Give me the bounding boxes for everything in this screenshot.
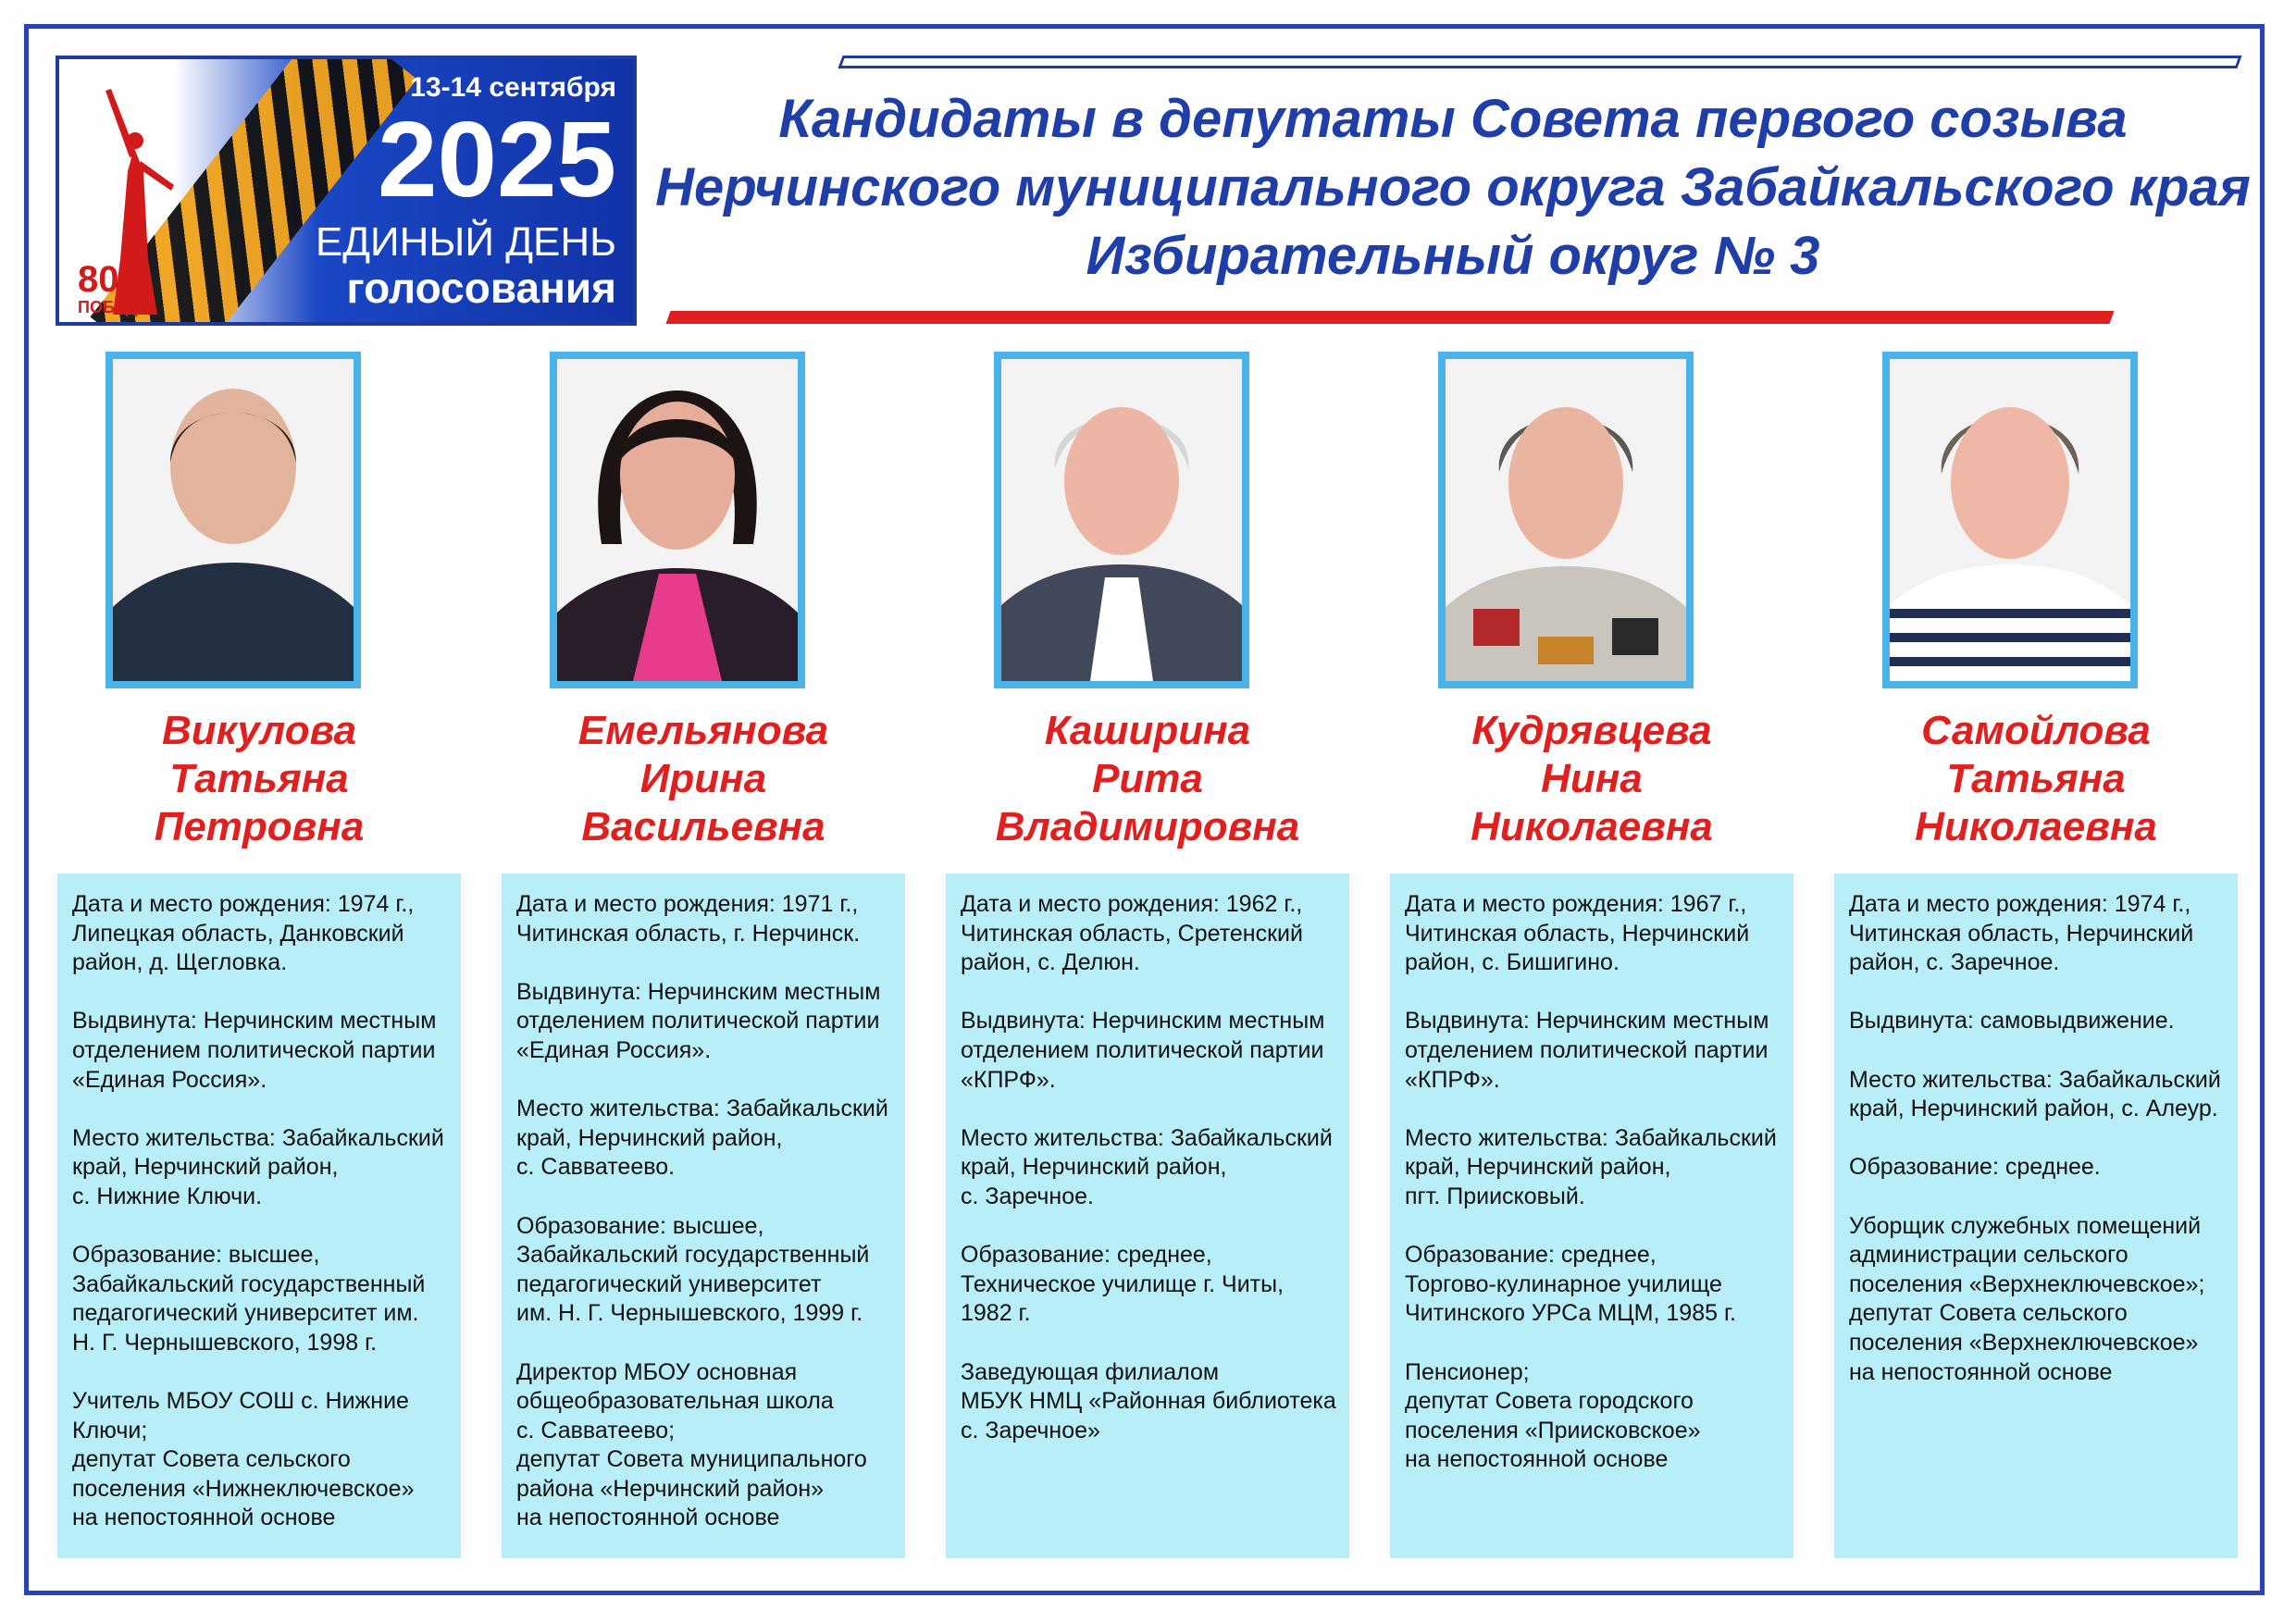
residence-info: Место жительства: Забайкальский край, Нерчинский район, пгт. Приисковый. xyxy=(1405,1124,1777,1209)
candidate-surname: Каширина xyxy=(1044,708,1251,753)
candidate-info xyxy=(57,873,461,1558)
candidate-info xyxy=(1834,873,2238,1558)
candidate-name xyxy=(57,707,461,851)
victory-badge-text: ПОБЕДА! xyxy=(78,298,155,316)
occupation-info: Директор МБОУ основная общеобразовательная школа с. Савватеево; депутат Совета муниципального района «Нерчинский район» на непостоянной основе xyxy=(516,1358,867,1531)
occupation-info: Пенсионер; депутат Совета городского поселения «Приисковское» на непостоянной основе xyxy=(1405,1358,1701,1473)
nomination-info: Выдвинута: Нерчинским местным отделением политической партии «КПРФ». xyxy=(961,1008,1325,1093)
candidate-photo xyxy=(994,352,1249,688)
candidate-photo xyxy=(105,352,361,688)
birth-info: Дата и место рождения: 1967 г., Читинская область, Нерчинский район, с. Бишигино. xyxy=(1405,891,1750,976)
residence-info: Место жительства: Забайкальский край, Нерчинский район, с. Заречное. xyxy=(961,1124,1333,1209)
candidate-photo xyxy=(1882,352,2138,688)
candidate-first-name: Татьяна xyxy=(1946,756,2126,801)
candidate-name xyxy=(946,707,1349,851)
birth-info: Дата и место рождения: 1974 г., Читинская область, Нерчинский район, с. Заречное. xyxy=(1849,891,2194,976)
candidate-photo xyxy=(1438,352,1694,688)
candidate-first-name: Татьяна xyxy=(169,756,349,801)
title-line-2: Нерчинского муниципального округа Забайкальского края xyxy=(655,157,2251,217)
nomination-info: Выдвинута: Нерчинским местным отделением политической партии «КПРФ». xyxy=(1405,1008,1769,1093)
education-info: Образование: высшее, Забайкальский государственный педагогический университет им. Н. Г. Чернышевского, 1999 г. xyxy=(516,1212,870,1327)
election-year: 2025 xyxy=(377,99,616,219)
candidate-info xyxy=(946,873,1349,1558)
education-info: Образование: высшее, Забайкальский государственный педагогический университет им. Н. Г. Чернышевского, 1998 г. xyxy=(72,1242,426,1356)
logo-line-1: ЕДИНЫЙ ДЕНЬ xyxy=(315,219,616,265)
candidate-name xyxy=(1834,707,2238,851)
residence-info: Место жительства: Забайкальский край, Нерчинский район, с. Алеур. xyxy=(1849,1066,2221,1122)
title-top-bar xyxy=(838,56,2241,68)
victory-80-number: 80 xyxy=(78,259,119,300)
birth-info: Дата и место рождения: 1962 г., Читинская область, Сретенский район, с. Делюн. xyxy=(961,891,1303,976)
candidate-surname: Емельянова xyxy=(577,708,829,753)
education-info: Образование: среднее. xyxy=(1849,1154,2101,1181)
education-info: Образование: среднее, Техническое училище г. Читы, 1982 г. xyxy=(961,1242,1285,1327)
candidate-patronymic: Владимировна xyxy=(995,804,1300,849)
election-day-logo xyxy=(56,56,637,326)
logo-line-2: голосования xyxy=(346,264,616,312)
candidate-surname: Самойлова xyxy=(1921,708,2151,753)
candidate-first-name: Рита xyxy=(1092,756,1203,801)
title-line-3: Избирательный округ № 3 xyxy=(1086,226,1820,286)
page-title xyxy=(648,85,2258,291)
nomination-info: Выдвинута: Нерчинским местным отделением политической партии «Единая Россия». xyxy=(516,978,881,1063)
election-date: 13-14 сентября xyxy=(410,72,616,103)
candidate-patronymic: Николаевна xyxy=(1915,804,2157,849)
birth-info: Дата и место рождения: 1974 г., Липецкая область, Данковский район, д. Щегловка. xyxy=(72,891,415,976)
occupation-info: Заведующая филиалом МБУК НМЦ «Районная библиотека с. Заречное» xyxy=(961,1358,1336,1443)
candidate-patronymic: Николаевна xyxy=(1471,804,1713,849)
nomination-info: Выдвинута: Нерчинским местным отделением политической партии «Единая Россия». xyxy=(72,1008,437,1093)
candidate-surname: Викулова xyxy=(161,708,357,753)
occupation-info: Учитель МБОУ СОШ с. Нижние Ключи; депутат Совета сельского поселения «Нижнеключевское» на непостоянной основе xyxy=(72,1388,415,1531)
residence-info: Место жительства: Забайкальский край, Нерчинский район, с. Савватеево. xyxy=(516,1096,888,1181)
candidate-surname: Кудрявцева xyxy=(1471,708,1712,753)
residence-info: Место жительства: Забайкальский край, Нерчинский район, с. Нижние Ключи. xyxy=(72,1124,444,1209)
candidate-first-name: Нина xyxy=(1541,756,1643,801)
title-bottom-bar xyxy=(665,311,2114,324)
candidate-info xyxy=(502,873,905,1558)
candidate-first-name: Ирина xyxy=(639,756,767,801)
nomination-info: Выдвинута: самовыдвижение. xyxy=(1849,1008,2175,1035)
candidate-info xyxy=(1390,873,1793,1558)
title-line-1: Кандидаты в депутаты Совета первого созыва xyxy=(778,89,2128,149)
birth-info: Дата и место рождения: 1971 г., Читинская область, г. Нерчинск. xyxy=(516,891,861,947)
candidate-patronymic: Петровна xyxy=(154,804,365,849)
education-info: Образование: среднее, Торгово-кулинарное училище Читинского УРСа МЦМ, 1985 г. xyxy=(1405,1242,1736,1327)
candidate-patronymic: Васильевна xyxy=(581,804,825,849)
candidate-name xyxy=(1390,707,1793,851)
candidate-photo xyxy=(550,352,805,688)
candidate-name xyxy=(502,707,905,851)
occupation-info: Уборщик служебных помещений администрации сельского поселения «Верхнеключевское»; депутат Совета сельского поселения «Верхнеключевское» на непостоянной основе xyxy=(1849,1212,2205,1385)
